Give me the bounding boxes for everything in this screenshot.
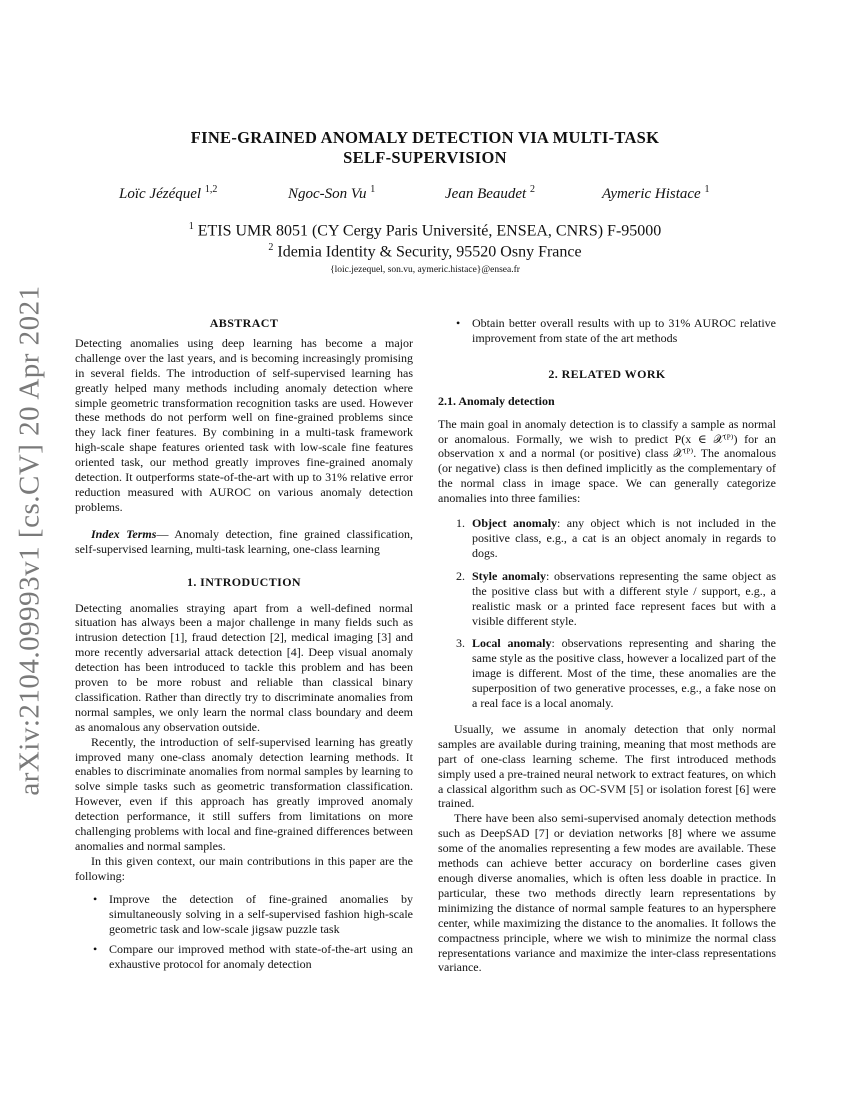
contribution-3-text: Obtain better overall results with up to 31% AUROC relative improvement from state of the art methods [472, 316, 776, 345]
abstract-text: Detecting anomalies using deep learning has become a major challenge over the last years, and is becoming increasingly promising in several fields. The introduction of self-supervised learning has greatly helped many methods including anomaly detection where simple geometric transformation recognition tasks are used. However these methods do not perform well on fine-grained problems since they lack finer features. By combining in a multi-task framework high-scale shape features oriented task with low-scale fine features oriented task, our method greatly improves fine-grained anomaly detection. It outperforms state-of-the-art with up to 31% relative error reduction measured with AUROC on various anomaly detection problems. [75, 335, 413, 514]
contribution-2-text: Compare our improved method with state-of-the-art using an exhaustive protocol for anomaly detection [109, 942, 413, 972]
affiliation-1-number: 1 [188, 221, 194, 232]
index-terms-label: Index Terms [91, 526, 157, 541]
introduction-heading: 1. INTRODUCTION [186, 574, 301, 589]
author-1 [119, 184, 217, 203]
anomaly-families-list [438, 516, 776, 711]
author-list [0, 184, 850, 206]
author-4-name: Aymeric Histace [602, 186, 701, 202]
related-paragraph-1: Usually, we assume in anomaly detection that only normal samples are available during training, meaning that most methods are part of one-class learning scheme. The first introduced methods simply used a pre-trained neural network to extract features, on which a classical algorithm such as OC-SVM [5] or isolation forest [6] were trained. [438, 721, 776, 811]
right-column [438, 316, 776, 975]
family-1-text: : any object which is not included in the positive class, e.g., a cat is an object anomaly in regards to dogs. [472, 516, 776, 560]
intro-paragraph-1: Detecting anomalies straying apart from a well-defined normal situation has always been a major challenge in many fields such as intrusion detection [1], fraud detection [2], medical imaging [3] and more recently adversarial attack detection [4]. Deep visual anomaly detection has been introduced to tackle this problem and has been proven to be more robust and reliable than classical binary classification. Rather than directly try to discriminate anomalies from normal samples, we only learn the normal class boundary and deem as anomalous any observation outside. [75, 600, 413, 734]
author-4-affil: 1 [704, 184, 710, 195]
related-paragraph-2: There have been also semi-supervised anomaly detection methods such as DeepSAD [7] or deviation networks [8] where we assume some of the anomalies representing a few modes are available. These methods can achieve better accuracy on borderline cases given enough diverse anomalies, which is often less doable in practice. In particular, these two methods directly learn representations by minimizing the distance of normal sample features to an hypersphere center, while maximizing the distance to the anomalies. It follows the compactness principle, where we wish to minimize the normal class representations variance and maximize the inter-class representations variance. [438, 811, 776, 975]
contributions-list-continued [438, 316, 776, 346]
list-item [75, 942, 413, 972]
index-terms [75, 527, 413, 557]
family-2-text: : observations representing the same object as the positive class but with a different style / support, e.g., a realistic mask or a printed face represent faces but with a visible different style. [472, 568, 776, 628]
list-item [438, 569, 776, 629]
author-2 [288, 184, 375, 203]
paper-title [100, 128, 750, 168]
author-3 [445, 184, 535, 203]
affiliation-2-text: Idemia Identity & Security, 95520 Osny France [277, 243, 582, 261]
intro-paragraph-2: Recently, the introduction of self-supervised learning has greatly improved many one-class anomaly detection learning methods. It enables to discriminate anomalies from normal samples by learning to solve simple tasks such as geometric transformation classification. However, even if this approach has greatly improved anomaly detection performance, it still suffers from limitations on more challenging problems with local and fine-grained differences between anomalies and normal samples. [75, 734, 413, 853]
family-1-term: Object anomaly [472, 516, 558, 531]
family-3-term: Local anomaly [472, 636, 552, 651]
author-1-name: Loïc Jézéquel [119, 186, 202, 202]
author-2-affil: 1 [370, 184, 376, 195]
author-3-affil: 2 [529, 184, 535, 195]
title-line-1: FINE-GRAINED ANOMALY DETECTION VIA MULTI-TASK [190, 128, 660, 147]
family-2-term: Style anomaly [472, 568, 547, 583]
contribution-1-text: Improve the detection of fine-grained anomalies by simultaneously solving in a self-supervised fashion high-scale geometric task and low-scale jigsaw puzzle task [109, 891, 413, 936]
author-3-name: Jean Beaudet [445, 186, 527, 202]
contributions-list [75, 892, 413, 973]
family-3-text: : observations representing and sharing the same style as the positive class, however a localized part of the image is different. Most of the time, these anomalies are the superposition of two generative processes, e.g., a fake nose on a real face is a local anomaly. [472, 636, 776, 711]
related-work-heading: 2. RELATED WORK [548, 366, 666, 381]
list-item [438, 516, 776, 561]
affiliation-1 [100, 221, 750, 240]
family-2-number: 2. [456, 568, 465, 583]
abstract-heading: ABSTRACT [209, 316, 279, 330]
affiliation-2 [100, 242, 750, 261]
related-intro-paragraph: The main goal in anomaly detection is to classify a sample as normal or anomalous. Formally, we wish to predict P(x ∈ 𝒳⁽ᴾ⁾) for an observation x and a normal (or positive) class 𝒳⁽ᴾ⁾. The anomalous (or negative) class is then defined implicitly as the complementary of the normal class in image space. We can generally categorize anomalies into three families: [438, 416, 776, 506]
bullet-icon: • [456, 316, 461, 330]
arxiv-identifier-text: arXiv:2104.09993v1 [cs.CV] 20 Apr 2021 [13, 284, 46, 796]
affiliation-1-text: ETIS UMR 8051 (CY Cergy Paris Université, ENSEA, CNRS) F-95000 [197, 222, 662, 240]
arxiv-identifier-stamp [0, 270, 60, 810]
affiliation-2-number: 2 [268, 242, 274, 253]
bullet-icon: • [93, 942, 98, 957]
author-2-name: Ngoc-Son Vu [288, 186, 367, 202]
list-item [438, 636, 776, 711]
list-item [75, 892, 413, 937]
list-item [438, 316, 776, 346]
left-column [75, 316, 413, 972]
author-4 [602, 184, 709, 203]
bullet-icon: • [93, 891, 98, 906]
family-3-number: 3. [456, 636, 465, 651]
author-1-affil: 1,2 [204, 184, 218, 195]
title-line-2: SELF-SUPERVISION [343, 148, 507, 167]
author-emails: {loic.jezequel, son.vu, aymeric.histace}@ensea.fr [330, 265, 520, 275]
anomaly-detection-subheading: 2.1. Anomaly detection [438, 393, 555, 408]
family-1-number: 1. [456, 516, 465, 531]
intro-paragraph-3: In this given context, our main contributions in this paper are the following: [75, 853, 413, 883]
index-terms-text: — Anomaly detection, fine grained classification, self-supervised learning, multi-task learning, one-class learning [75, 526, 413, 556]
